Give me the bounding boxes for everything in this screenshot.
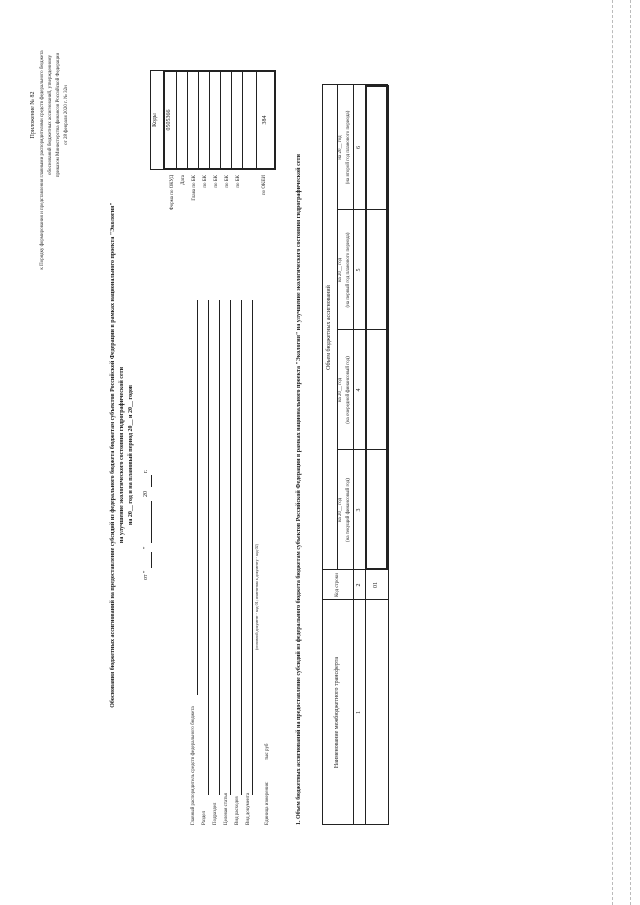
codes-divider — [209, 70, 210, 170]
subsection-line — [219, 300, 220, 795]
table-bottom-border — [388, 85, 389, 825]
label-bk-1: по БК — [203, 175, 208, 188]
col-num-5: 5 — [355, 268, 362, 272]
date-day-blank — [151, 552, 152, 568]
document-title-line-2: на улучшение экологического состояния гидрографической сети — [119, 366, 125, 544]
appendix-line-4: приказом Министерства финансов Российской Федерации — [56, 52, 61, 178]
header-year-1: на 20__ год — [338, 497, 344, 523]
unit-label: Единица измерения: — [265, 781, 270, 825]
expense-type-line — [241, 300, 242, 795]
date-month-blank — [151, 501, 152, 543]
document-code-note: (основной документ - код 01; изменения к документу - код 02) — [254, 544, 259, 650]
label-subsection: Подраздел — [213, 802, 218, 825]
label-section: Раздел — [202, 810, 207, 825]
code-okud: 0505366 — [166, 109, 172, 131]
col-num-2: 2 — [355, 583, 362, 587]
codes-divider — [198, 70, 199, 170]
data-row-code: 01 — [373, 582, 380, 588]
date-year-blank — [151, 475, 152, 487]
date-prefix: от " — [143, 570, 149, 580]
col-num-1: 1 — [355, 711, 362, 714]
appendix-line-1: Приложение № 82 — [30, 91, 36, 139]
appendix-line-3: обоснований бюджетных ассигнований, утвержденному — [48, 55, 53, 175]
col-num-6: 6 — [355, 146, 362, 149]
label-date: Дата — [181, 175, 186, 185]
codes-header: Коды — [152, 113, 158, 127]
chief-administrator-line — [197, 300, 198, 695]
col-num-3: 3 — [355, 508, 362, 512]
header-row-code: Код строки — [334, 573, 340, 597]
unit-value: тыс руб — [265, 743, 270, 760]
date-mid: " — [143, 546, 149, 549]
label-bk-3: по БК — [225, 175, 230, 188]
header-year-1-sub: (на текущий финансовый год) — [346, 478, 352, 542]
document-title-line-1: Обоснования бюджетных ассигнований на предоставление субсидий из федерального бюджета бюджетам субъектов Российской Федерации в рамках национального проекта "Экология" — [110, 202, 116, 708]
appendix-line-5: от 28 февраля 2020 г. № 32н — [64, 85, 69, 145]
header-year-2-sub: (на очередной финансовый год) — [346, 356, 352, 424]
header-year-4: на 20__ год — [338, 135, 344, 160]
codes-divider — [176, 70, 177, 170]
label-glava-bk: Глава по БК — [192, 175, 197, 201]
header-year-2: на 20__ год — [338, 377, 344, 403]
label-document-type: Вид документа — [246, 792, 251, 825]
date-year: 20 — [143, 491, 149, 497]
codes-divider — [256, 70, 257, 170]
scan-artifact-line — [612, 0, 613, 905]
codes-divider — [220, 70, 221, 170]
scan-artifact-line — [630, 0, 631, 905]
label-target-article: Целевая статья — [224, 793, 229, 825]
label-chief-administrator: Главный распорядитель средств федерального бюджета — [191, 706, 196, 825]
header-budget-volume: Объем бюджетных ассигнований — [326, 285, 333, 370]
data-row-values-frame — [365, 85, 388, 570]
section-1-title: 1. Объем бюджетных ассигнований на предоставление субсидий из федерального бюджета бюджетам субъектов Российской Федерации в рамках национального проекта "Экология" на улучшение экологического состояния гидрографической сети — [296, 154, 302, 825]
appendix-line-2: к Порядку формирования и представления главными распорядителями средств федерального бюджета — [40, 50, 45, 270]
label-bk-4: по БК — [236, 175, 241, 188]
codes-divider — [231, 70, 232, 170]
document-type-line — [252, 300, 253, 795]
label-okud: Форма по ОКУД — [170, 175, 175, 211]
code-okei: 384 — [262, 115, 268, 125]
header-transfer-name: Наименование межбюджетного трансферта — [334, 656, 341, 769]
label-expense-type: Вид расходов — [235, 796, 240, 825]
codes-divider — [242, 70, 243, 170]
col-num-4: 4 — [355, 388, 362, 392]
date-suffix: г. — [143, 469, 149, 473]
label-okei: по ОКЕИ — [262, 175, 267, 196]
label-bk-2: по БК — [214, 175, 219, 188]
target-article-line — [230, 300, 231, 795]
header-year-3: на 20__ год — [338, 257, 344, 283]
document-title-line-3: на 20__ год и на плановый период 20__ и 20__ годов — [128, 384, 134, 526]
header-year-3-sub: (на первый год планового периода) — [346, 232, 352, 308]
section-line — [208, 300, 209, 795]
codes-divider — [187, 70, 188, 170]
header-year-4-sub: (на второй год планового периода) — [346, 110, 352, 185]
